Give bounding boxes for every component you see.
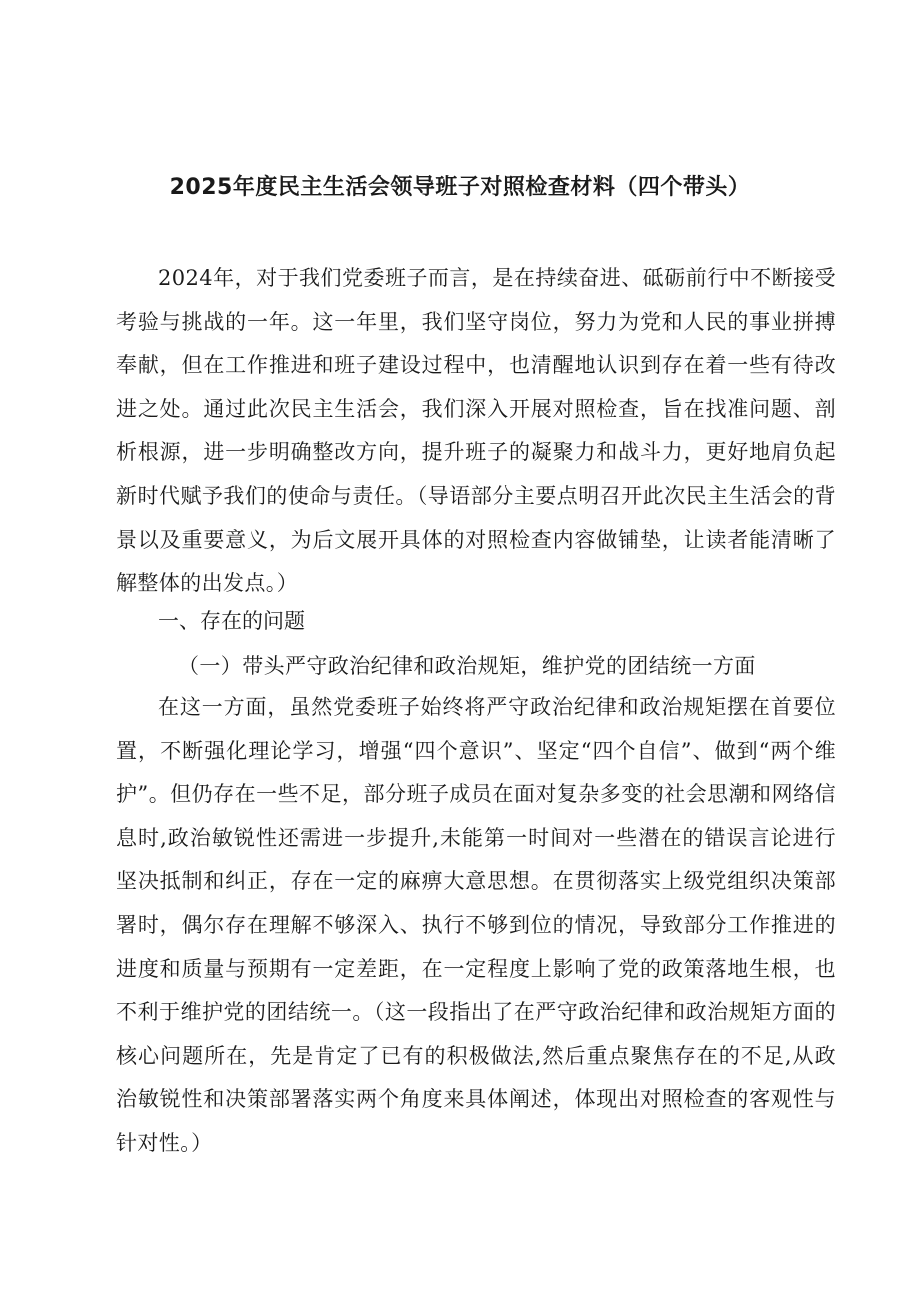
subsection-heading-political-discipline: （一）带头严守政治纪律和政治规矩，维护党的团结统一方面 <box>178 654 756 678</box>
intro-paragraph: 2024年，对于我们党委班子而言，是在持续奋进、砥砺前行中不断接受考验与挑战的一年。这一年里，我们坚守岗位，努力为党和人民的事业拼搏奉献，但在工作推进和班子建设过程中，也清醒地认识到存在着一些有待改进之处。通过此次民主生活会，我们深入开展对照检查，旨在找准问题、剖析根源，进一步明确整改方向，提升班子的凝聚力和战斗力，更好地肩负起新时代赋予我们的使命与责任。（导语部分主要点明召开此次民主生活会的背景以及重要意义，为后文展开具体的对照检查内容做铺垫，让读者能清晰了解整体的出发点。） <box>116 266 836 596</box>
section-heading-problems: 一、存在的问题 <box>158 609 305 633</box>
document-title: 2025年度民主生活会领导班子对照检查材料（四个带头） <box>169 175 751 200</box>
subsection-paragraph-political-discipline: 在这一方面，虽然党委班子始终将严守政治纪律和政治规矩摆在首要位置，不断强化理论学习，增强“四个意识”、坚定“四个自信”、做到“两个维护”。但仍存在一些不足，部分班子成员在面对复杂多变的社会思潮和网络信息时,政治敏锐性还需进一步提升,未能第一时间对一些潜在的错误言论进行坚决抵制和纠正，存在一定的麻痹大意思想。在贯彻落实上级党组织决策部署时，偶尔存在理解不够深入、执行不够到位的情况，导致部分工作推进的进度和质量与预期有一定差距，在一定程度上影响了党的政策落地生根，也不利于维护党的团结统一。（这一段指出了在严守政治纪律和政治规矩方面的核心问题所在，先是肯定了已有的积极做法,然后重点聚焦存在的不足,从政治敏锐性和决策部署落实两个角度来具体阐述，体现出对照检查的客观性与针对性。） <box>116 695 836 1155</box>
